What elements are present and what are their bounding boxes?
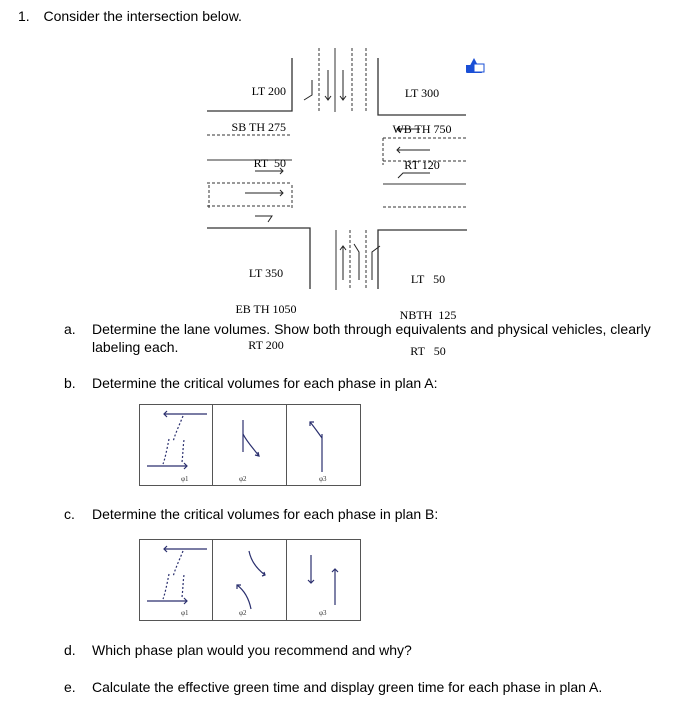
problem-number: 1. [18,8,30,24]
question-b [64,374,684,392]
question-a [64,320,684,356]
intersection-lines [0,0,699,300]
problem-intro: Consider the intersection below. [43,8,242,24]
nb-rt: RT 50 [410,344,446,358]
phase-label: φ2 [239,609,247,617]
question-text: Which phase plan would you recommend and why? [92,642,412,658]
nb-th: NBTH 125 [399,308,457,322]
wb-lt: LT 300 [404,86,440,100]
question-d [64,641,684,659]
sb-rt: RT 50 [253,156,286,170]
question-text: Determine the critical volumes for each phase in plan B: [92,506,439,522]
plan-a-phases [139,404,361,486]
question-marker: a. [64,321,76,337]
question-marker: c. [64,506,75,522]
sb-th: SB TH 275 [231,120,286,134]
nb-volumes [388,249,468,381]
sb-volumes [218,61,286,193]
eb-th: EB TH 1050 [235,302,297,316]
phase-label: φ3 [319,609,327,617]
question-text: Determine the lane volumes. Show both through equivalents and physical vehicles, clearly labeling each. [92,321,651,355]
question-text: Determine the critical volumes for each phase in plan A: [92,375,438,391]
wb-volumes [382,63,462,195]
question-e [64,678,694,696]
question-c [64,505,684,523]
question-marker: b. [64,375,76,391]
phase-label: φ1 [181,475,189,483]
wb-rt: RT 120 [404,158,440,172]
question-marker: d. [64,642,76,658]
eb-rt: RT 200 [248,338,284,352]
question-marker: e. [64,679,76,695]
wb-th: WB TH 750 [392,122,452,136]
north-arrow-icon [466,58,484,73]
sb-lt: LT 200 [251,84,286,98]
phase-label: φ3 [319,475,327,483]
phase-label: φ2 [239,475,247,483]
phase-label: φ1 [181,609,189,617]
plan-b-diagram [139,539,361,621]
eb-lt: LT 350 [248,266,284,280]
plan-a-diagram [139,404,361,486]
nb-lt: LT 50 [410,272,446,286]
plan-b-phases [139,539,361,621]
question-text: Calculate the effective green time and display green time for each phase in plan A. [92,679,603,695]
